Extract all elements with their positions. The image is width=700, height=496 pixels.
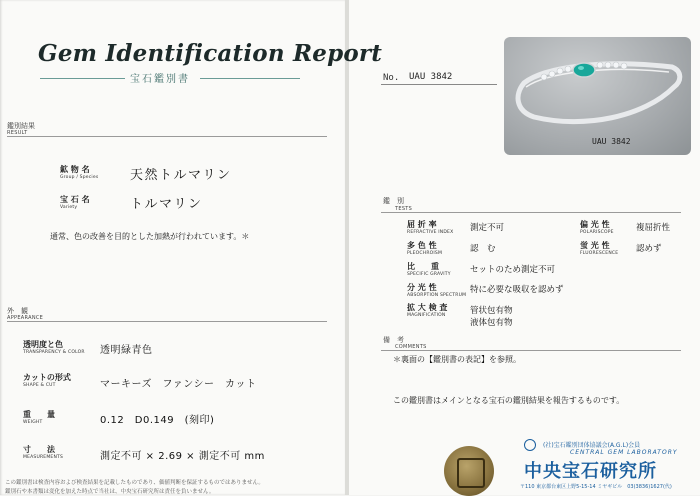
- variety-value: トルマリン: [130, 197, 203, 212]
- comments-note: ＊裏面の【鑑別書の表記】を参照。: [393, 355, 521, 364]
- appearance-row-label: カットの形式: [23, 373, 71, 382]
- appearance-section-jp: 外 観: [7, 307, 28, 315]
- lab-address: 〒110 東京都台東区上野5-15-14 ミヤギビル 03(3836)1627(代): [520, 484, 672, 490]
- footer-disclaimer-1: この鑑別書は検査内容および検査結果を記載したものであり、価値判断を保証するものではありません。: [5, 480, 264, 486]
- footer-disclaimer-2: 鑑別石や本書類は変化を加えた時点で当社は、中央宝石研究所は責任を負いません。: [5, 489, 215, 495]
- group-value: 天然トルマリン: [130, 168, 232, 183]
- test-value: セットのため測定不可: [470, 265, 556, 275]
- test-value: 測定不可: [470, 223, 505, 233]
- report-subtitle: 宝石鑑別書: [130, 74, 190, 85]
- tests-rule: [381, 212, 681, 213]
- appearance-row-label: 寸 法: [23, 445, 55, 454]
- test-label-en: ABSORPTION SPECTRUM: [407, 293, 467, 298]
- report-number-value: UAU 3842: [409, 72, 453, 82]
- lab-name-jp: 中央宝石研究所: [524, 461, 657, 482]
- appearance-row-value: 測定不可 × 2.69 × 測定不可 mm: [100, 451, 265, 462]
- test-label-en: POLARISCOPE: [580, 230, 614, 235]
- test-label: 蛍 光 性: [580, 241, 610, 250]
- test-label-en: MAGNIFICATION: [407, 313, 446, 318]
- result-section-jp: 鑑別結果: [7, 122, 35, 130]
- agl-mark-icon: [524, 439, 536, 451]
- test-label: 比 重: [407, 262, 439, 271]
- test-value: 複屈折性: [636, 223, 671, 233]
- appearance-row-label: 重 量: [23, 410, 55, 419]
- appearance-row-label-en: SHAPE & CUT: [23, 383, 56, 388]
- appearance-row-label: 透明度と色: [23, 340, 63, 349]
- appearance-section-en: APPEARANCE: [7, 315, 44, 321]
- ring-band: [518, 64, 680, 122]
- test-value: 管状包有物: [470, 306, 513, 316]
- comments-statement: この鑑別書はメインとなる宝石の鑑別結果を報告するものです。: [393, 396, 625, 405]
- test-label: 屈 折 率: [407, 220, 437, 229]
- appearance-row-value: 透明緑青色: [100, 345, 153, 356]
- report-number-rule: [381, 84, 497, 85]
- lab-name-en: CENTRAL GEM LABORATORY: [570, 449, 678, 456]
- comments-section-en: COMMENTS: [395, 344, 427, 350]
- appearance-row-value: マーキーズ ファンシー カット: [100, 379, 257, 390]
- test-label-en: SPECIFIC GRAVITY: [407, 272, 451, 277]
- comments-rule: [381, 350, 681, 351]
- result-rule: [7, 136, 327, 137]
- test-value: 認めず: [636, 244, 662, 254]
- report-number-label: No.: [383, 73, 400, 83]
- appearance-row-label-en: MEASUREMENTS: [23, 455, 64, 460]
- seal-emblem-icon: [457, 458, 485, 488]
- association-label: (社)宝石鑑別団体協議会(A.G.L)会員: [543, 442, 641, 449]
- test-label: 拡 大 検 査: [407, 303, 448, 312]
- gem-photo: [504, 37, 691, 155]
- appearance-row-value: 0.12 D0.149 (刻印): [100, 415, 215, 426]
- test-label: 分 光 性: [407, 283, 437, 292]
- subtitle-rule-right: [200, 78, 300, 79]
- variety-label: 宝 石 名: [60, 195, 90, 204]
- variety-label-en: Variety: [60, 205, 78, 210]
- test-value: 特に必要な吸収を認めず: [470, 285, 564, 295]
- photo-caption: UAU 3842: [592, 137, 631, 146]
- appearance-rule: [7, 321, 327, 322]
- group-label-en: Group / Species: [60, 175, 99, 180]
- group-label: 鉱 物 名: [60, 165, 90, 174]
- treatment-note: 通常、色の改善を目的とした加熱が行われています。＊: [50, 232, 250, 241]
- tests-section-jp: 鑑 別: [383, 197, 404, 205]
- test-label-en: REFRACTIVE INDEX: [407, 230, 454, 235]
- test-label-en: FLUORESCENCE: [580, 251, 619, 256]
- report-title: Gem Identification Report: [38, 40, 383, 67]
- test-label: 多 色 性: [407, 241, 437, 250]
- stone-glint: [578, 66, 584, 70]
- test-label: 偏 光 性: [580, 220, 610, 229]
- test-value: 認 む: [470, 244, 496, 254]
- test-label-en: PLEOCHROISM: [407, 251, 443, 256]
- paraiba-stone: [573, 63, 595, 77]
- comments-section-jp: 備 考: [383, 336, 404, 344]
- appearance-row-label-en: TRANSPARENCY & COLOR: [23, 350, 85, 355]
- laboratory-seal: [444, 446, 494, 496]
- tests-section-en: TESTS: [395, 206, 413, 212]
- appearance-row-label-en: WEIGHT: [23, 420, 43, 425]
- result-section-en: RESULT: [7, 130, 28, 136]
- subtitle-rule-left: [40, 78, 125, 79]
- test-value-2: 液体包有物: [470, 318, 513, 328]
